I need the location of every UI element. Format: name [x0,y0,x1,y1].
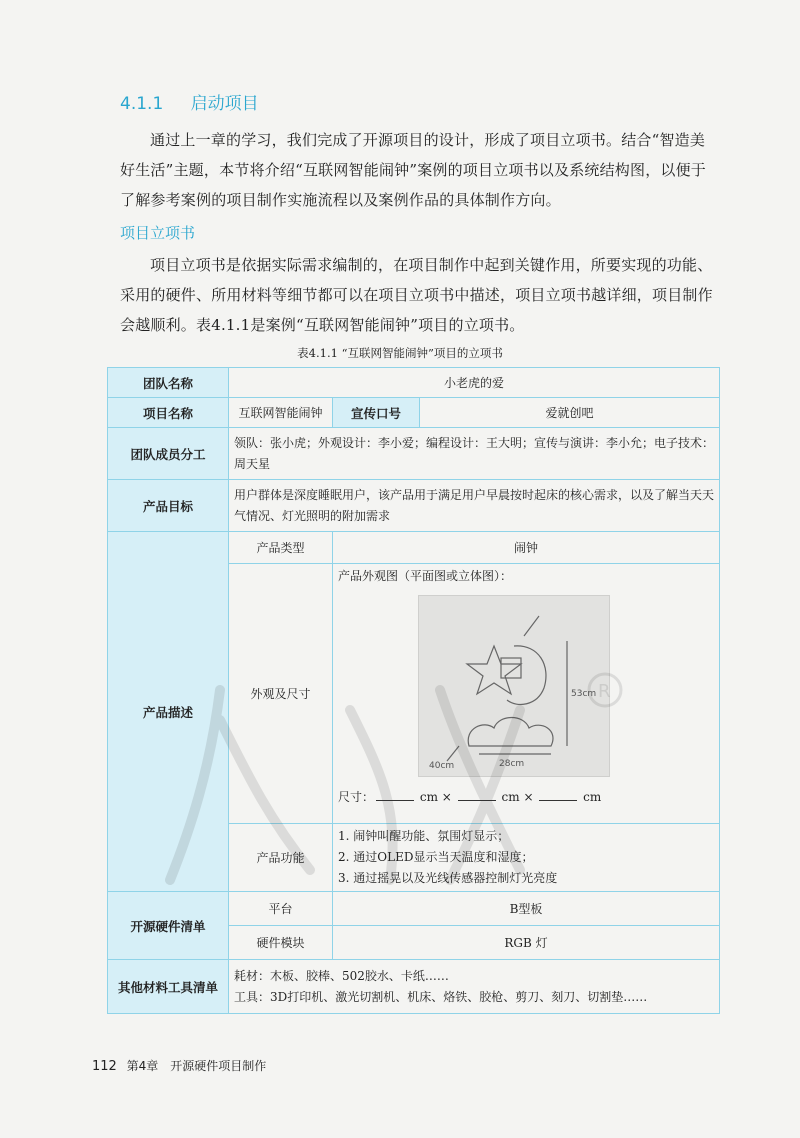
row-project-name [108,398,720,428]
goal-value: 用户群体是深度睡眠用户，该产品用于满足用户早晨按时起床的核心需求，以及了解当天天气情况、灯光照明的附加需求 [229,480,720,532]
appearance-caption: 产品外观图（平面图或立体图）： [338,569,513,583]
appearance-label: 外观及尺寸 [229,564,333,824]
table-caption: 表4.1.1 “互联网智能闹钟”项目的立项书 [297,346,503,360]
svg-text:R: R [598,681,611,702]
module-value: RGB 灯 [333,926,720,960]
team-name-value: 小老虎的爱 [229,368,720,398]
charter-paragraph: 项目立项书是依据实际需求编制的，在项目制作中起到关键作用，所要实现的功能、采用的硬件、所用材料等细节都可以在项目立项书中描述，项目立项书越详细，项目制作会越顺利。表4.1.1是案例“互联网智能闹钟”项目的立项书。 [120,256,713,334]
row-materials [108,960,720,1014]
sketch-depth-label: 40cm [429,761,455,771]
members-label: 团队成员分工 [108,428,229,480]
row-platform [108,892,720,926]
size-prefix: 尺寸： [338,790,375,804]
platform-label: 平台 [229,892,333,926]
sketch-width-label: 28cm [499,759,525,769]
row-product-type [108,532,720,564]
module-label: 硬件模块 [229,926,333,960]
row-team-name [108,368,720,398]
materials-label: 其他材料工具清单 [108,960,229,1014]
intro-paragraph: 通过上一章的学习，我们完成了开源项目的设计，形成了项目立项书。结合“智造美好生活”主题，本节将介绍“互联网智能闹钟”案例的项目立项书以及系统结构图，以便于了解参考案例的项目制作实施流程以及案例作品的具体制作方向。 [120,131,707,209]
function-item: 3. 通过摇晃以及光线传感器控制灯光亮度 [338,871,558,885]
page-number: 112 [92,1059,117,1074]
page-footer [92,1057,266,1074]
function-item: 1. 闹钟叫醒功能、氛围灯显示； [338,829,510,843]
size-times-1: × [441,790,452,804]
consumables-text: 耗材：木板、胶棒、502胶水、卡纸…… [234,968,449,983]
desc-label: 产品描述 [108,532,229,892]
section-number: 4.1.1 [120,94,164,114]
size-times-2: × [523,790,534,804]
project-name-value: 互联网智能闹钟 [229,398,333,428]
subheading-project-charter: 项目立项书 [120,224,196,242]
row-goal [108,480,720,532]
slogan-label: 宣传口号 [333,398,420,428]
slogan-value: 爱就创吧 [420,398,720,428]
team-name-label: 团队名称 [108,368,229,398]
row-members [108,428,720,480]
function-item: 2. 通过OLED显示当天温度和湿度； [338,850,534,864]
project-name-label: 项目名称 [108,398,229,428]
hardware-label: 开源硬件清单 [108,892,229,960]
goal-label: 产品目标 [108,480,229,532]
function-label: 产品功能 [229,824,333,892]
platform-value: B型板 [333,892,720,926]
publisher-watermark [160,650,640,890]
size-unit-2: cm [501,790,520,804]
type-value: 闹钟 [333,532,720,564]
chapter-title: 第4章 开源硬件项目制作 [126,1059,267,1073]
members-value: 领队：张小虎；外观设计：李小爱；编程设计：王大明；宣传与演讲：李小允；电子技术：周天星 [229,428,720,480]
section-title: 启动项目 [190,94,259,114]
materials-cell [229,960,720,1014]
tools-text: 工具：3D打印机、激光切割机、机床、烙铁、胶枪、剪刀、刻刀、切割垫…… [234,989,648,1004]
size-unit-1: cm [419,790,438,804]
section-heading [120,89,259,114]
type-label: 产品类型 [229,532,333,564]
sketch-height-label: 53cm [571,689,597,699]
size-unit-3: cm [583,790,602,804]
